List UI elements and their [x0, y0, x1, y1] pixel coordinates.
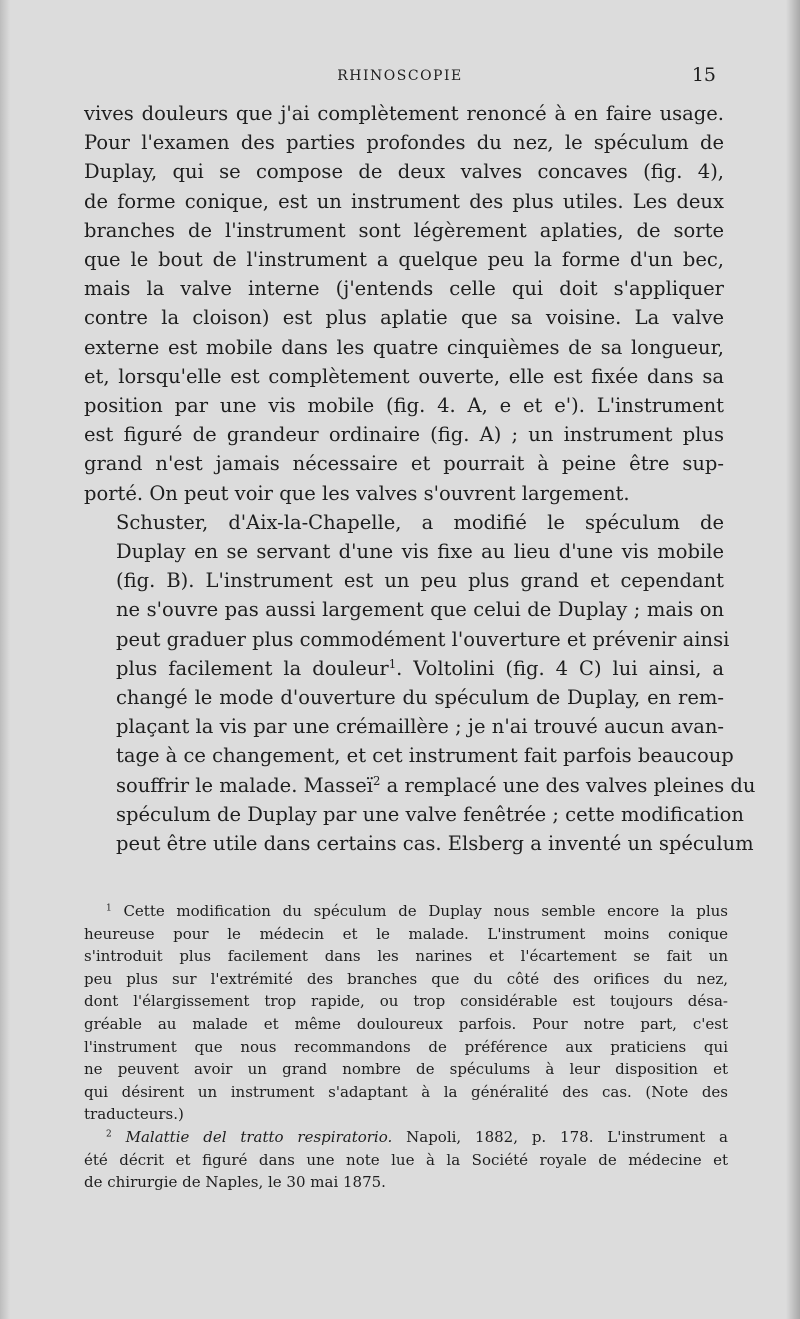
cited-title: Malattie del tratto respiratorio. — [125, 1127, 393, 1146]
text-line: vives douleurs que j'ai complètement renoncé à en faire usage. — [84, 102, 724, 125]
text-line: Schuster, d'Aix-la-Chapelle, a modifié le spéculum de — [116, 510, 724, 534]
text-line: Pour l'examen des parties profondes du nez, le spéculum de — [84, 131, 724, 155]
footnotes — [84, 900, 728, 1194]
text-segment: . Voltolini (fig. 4 C) lui ainsi, a — [396, 656, 724, 680]
paragraph-2 — [84, 508, 756, 858]
text-line: peut graduer plus commodément l'ouverture et prévenir ainsi — [116, 627, 730, 651]
paragraph-1 — [84, 99, 724, 508]
text-segment: Cette modification du spéculum de Duplay nous semble encore la plus — [123, 902, 728, 920]
footnote-line: qui désirent un instrument s'adaptant à la généralité des cas. (Note des — [84, 1082, 728, 1101]
text-segment: a remplacé une des valves pleines du — [380, 773, 756, 797]
footnote-2 — [84, 1126, 728, 1194]
text-line: plaçant la vis par une crémaillère ; je n'ai trouvé aucun avan- — [116, 715, 724, 739]
footnote-line: s'introduit plus facilement dans les narines et l'écartement se fait un — [84, 947, 728, 966]
footnote-line: de chirurgie de Naples, le 30 mai 1875. — [84, 1173, 386, 1192]
text-line: (fig. B). L'instrument est un peu plus grand et cependant — [116, 569, 724, 593]
text-line: tage à ce changement, et cet instrument fait parfois beaucoup — [116, 744, 734, 768]
text-line: changé le mode d'ouverture du spéculum de Duplay, en rem- — [116, 686, 724, 710]
text-line: ne s'ouvre pas aussi largement que celui de Duplay ; mais on — [116, 598, 724, 622]
text-line: position par une vis mobile (fig. 4. A, e et e'). L'instrument — [84, 394, 724, 418]
text-line: branches de l'instrument sont légèrement aplaties, de sorte — [84, 218, 724, 242]
text-line: de forme conique, est un instrument des plus utiles. Les deux — [84, 189, 724, 213]
footnote-line: traducteurs.) — [84, 1105, 184, 1124]
text-line: externe est mobile dans les quatre cinquièmes de sa longueur, — [84, 335, 724, 359]
footnote-line: ne peuvent avoir un grand nombre de spéculums à leur disposition et — [84, 1060, 728, 1079]
footnote-mark-1: 1 — [106, 903, 112, 914]
footnote-line — [84, 900, 728, 923]
text-line: est figuré de grandeur ordinaire (fig. A) ; un instrument plus — [84, 423, 724, 447]
text-line-with-note — [84, 654, 724, 683]
text-line: Duplay, qui se compose de deux valves concaves (fig. 4), — [84, 160, 724, 184]
text-line: peut être utile dans certains cas. Elsberg a inventé un spéculum — [116, 832, 754, 856]
text-line: Duplay en se servant d'une vis fixe au lieu d'une vis mobile — [116, 540, 724, 564]
footnote-line: gréable au malade et même douloureux parfois. Pour notre part, c'est — [84, 1014, 728, 1033]
text-segment: souffrir le malade. Masseï — [116, 773, 373, 797]
text-line-with-note — [84, 771, 756, 800]
text-segment: Napoli, 1882, p. 178. L'instrument a — [392, 1127, 728, 1146]
page-number: 15 — [691, 64, 716, 86]
footnote-line — [84, 1126, 728, 1149]
text-line: mais la valve interne (j'entends celle qui doit s'appliquer — [84, 277, 724, 301]
running-title: RHINOSCOPIE — [337, 68, 463, 84]
footnote-mark-2: 2 — [106, 1129, 112, 1140]
footnote-line: dont l'élargissement trop rapide, ou trop considérable est toujours désa- — [84, 992, 728, 1011]
text-line: grand n'est jamais nécessaire et pourrait à peine être sup- — [84, 452, 724, 476]
text-line: et, lorsqu'elle est complètement ouverte, elle est fixée dans sa — [84, 364, 724, 388]
text-line: contre la cloison) est plus aplatie que sa voisine. La valve — [84, 306, 724, 330]
footnote-line: l'instrument que nous recommandons de préférence aux praticiens qui — [84, 1037, 728, 1056]
footnote-ref-1: 1 — [388, 656, 397, 671]
footnote-line: peu plus sur l'extrémité des branches que du côté des orifices du nez, — [84, 969, 728, 988]
footnote-1 — [84, 900, 728, 1126]
footnote-ref-2: 2 — [373, 773, 381, 788]
text-segment: plus facilement la douleur — [116, 656, 389, 680]
text-line: porté. On peut voir que les valves s'ouvrent largement. — [84, 481, 630, 505]
body-text — [84, 99, 756, 858]
footnote-line: heureuse pour le médecin et le malade. L'instrument moins conique — [84, 924, 728, 943]
text-line: spéculum de Duplay par une valve fenêtrée ; cette modification — [116, 802, 744, 826]
footnote-line: été décrit et figuré dans une note lue à la Société royale de médecine et — [84, 1150, 728, 1169]
text-line: que le bout de l'instrument a quelque peu la forme d'un bec, — [84, 248, 724, 272]
running-head — [84, 62, 716, 88]
